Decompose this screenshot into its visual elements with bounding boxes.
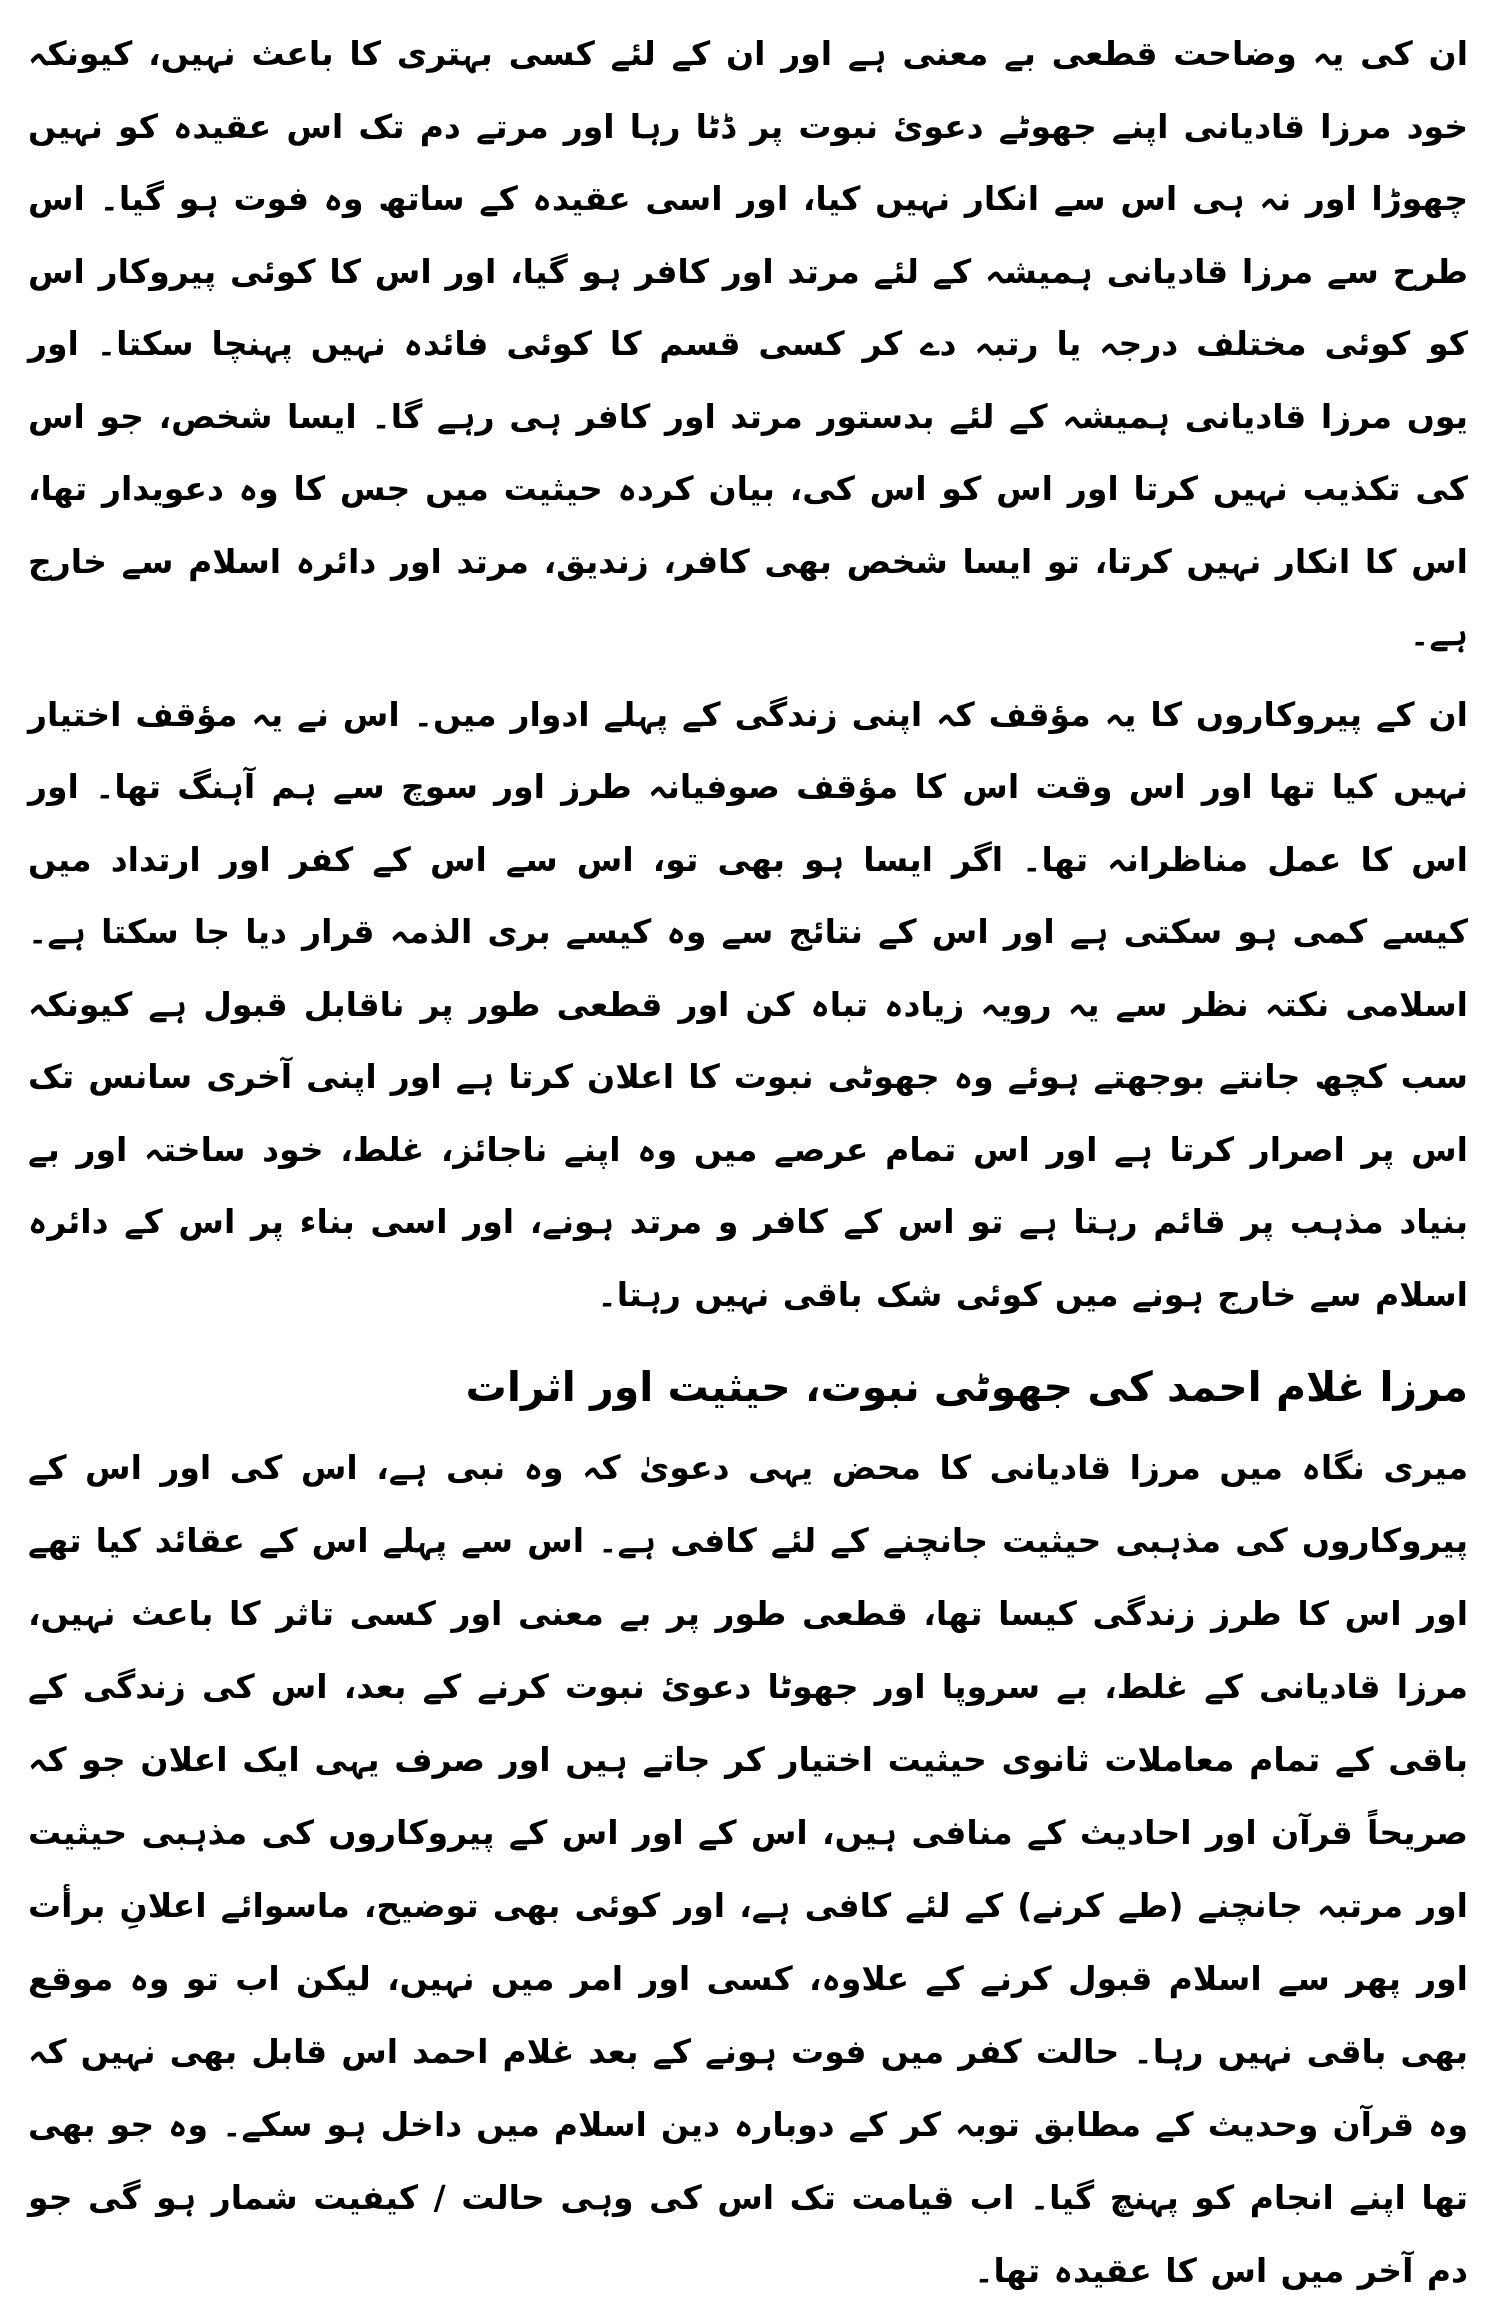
paragraph-2: ان کے پیروکاروں کا یہ مؤقف کہ اپنی زندگی کے پہلے ادوار میں۔ اس نے یہ مؤقف اختیار نہیں کیا تھا اور اس وقت اس کا مؤقف صوفیانہ طرز اور سوچ سے ہم آہنگ تھا۔ اور اس کا عمل مناظرانہ تھا۔ اگر ایسا ہو بھی تو، اس سے اس کے کفر اور ارتداد میں کیسے کمی ہو سکتی ہے اور اس کے نتائج سے وہ کیسے بری الذمہ قرار دیا جا سکتا ہے۔ اسلامی نکتہ نظر سے یہ رویہ زیادہ تباہ کن اور قطعی طور پر ناقابل قبول ہے کیونکہ سب کچھ جانتے بوجھتے ہوئے وہ جھوٹی نبوت کا اعلان کرتا ہے اور اپنی آخری سانس تک اس پر اصرار کرتا ہے اور اس تمام عرصے میں وہ اپنے ناجائز، غلط، خود ساختہ اور بے بنیاد مذہب پر قائم رہتا ہے تو اس کے کافر و مرتد ہونے، اور اسی بناء پر اس کے دائرہ اسلام سے خارج ہونے میں کوئی شک باقی نہیں رہتا۔ <box>28 694 1468 1314</box>
paragraph-3: میری نگاہ میں مرزا قادیانی کا محض یہی دعویٰ کہ وہ نبی ہے، اس کی اور اس کے پیروکاروں کی مذہبی حیثیت جانچنے کے لئے کافی ہے۔ اس سے پہلے اس کے عقائد کیا تھے اور اس کا طرز زندگی کیسا تھا، قطعی طور پر بے معنی اور کسی تاثر کا باعث نہیں، مرزا قادیانی کے غلط، بے سروپا اور جھوٹا دعوئ نبوت کرنے کے بعد، اس کی زندگی کے باقی کے تمام معاملات ثانوی حیثیت اختیار کر جاتے ہیں اور صرف یہی ایک اعلان جو کہ صریحاً قرآن اور احادیث کے منافی ہیں، اس کے اور اس کے پیروکاروں کی مذہبی حیثیت اور مرتبہ جانچنے (طے کرنے) کے لئے کافی ہے، اور کوئی بھی توضیح، ماسوائے اعلانِ برأت اور پھر سے اسلام قبول کرنے کے علاوہ، کسی اور امر میں نہیں، لیکن اب تو وہ موقع بھی باقی نہیں رہا۔ حالت کفر میں فوت ہونے کے بعد غلام احمد اس قابل بھی نہیں کہ وہ قرآن وحدیث کے مطابق توبہ کر کے دوبارہ دین اسلام میں داخل ہو سکے۔ وہ جو بھی تھا اپنے انجام کو پہنچ گیا۔ اب قیامت تک اس کی وہی حالت / کیفیت شمار ہو گی جو دم آخر میں اس کا عقیدہ تھا۔ <box>28 1448 1468 2290</box>
paragraph-1: ان کی یہ وضاحت قطعی بے معنی ہے اور ان کے لئے کسی بہتری کا باعث نہیں، کیونکہ خود مرزا قادیانی اپنے جھوٹے دعوئ نبوت پر ڈٹا رہا اور مرتے دم تک اس عقیدہ کو نہیں چھوڑا اور نہ ہی اس سے انکار نہیں کیا، اور اسی عقیدہ کے ساتھ وہ فوت ہو گیا۔ اس طرح سے مرزا قادیانی ہمیشہ کے لئے مرتد اور کافر ہو گیا، اور اس کا کوئی پیروکار اس کو کوئی مختلف درجہ یا رتبہ دے کر کسی قسم کا کوئی فائدہ نہیں پہنچا سکتا۔ اور یوں مرزا قادیانی ہمیشہ کے لئے بدستور مرتد اور کافر ہی رہے گا۔ ایسا شخص، جو اس کی تکذیب نہیں کرتا اور اس کو اس کی، بیان کردہ حیثیت میں جس کا وہ دعویدار تھا، اس کا انکار نہیں کرتا، تو ایسا شخص بھی کافر، زندیق، مرتد اور دائرہ اسلام سے خارج ہے۔ <box>28 34 1468 653</box>
section-heading: مرزا غلام احمد کی جھوٹی نبوت، حیثیت اور اثرات <box>465 1363 1468 1411</box>
